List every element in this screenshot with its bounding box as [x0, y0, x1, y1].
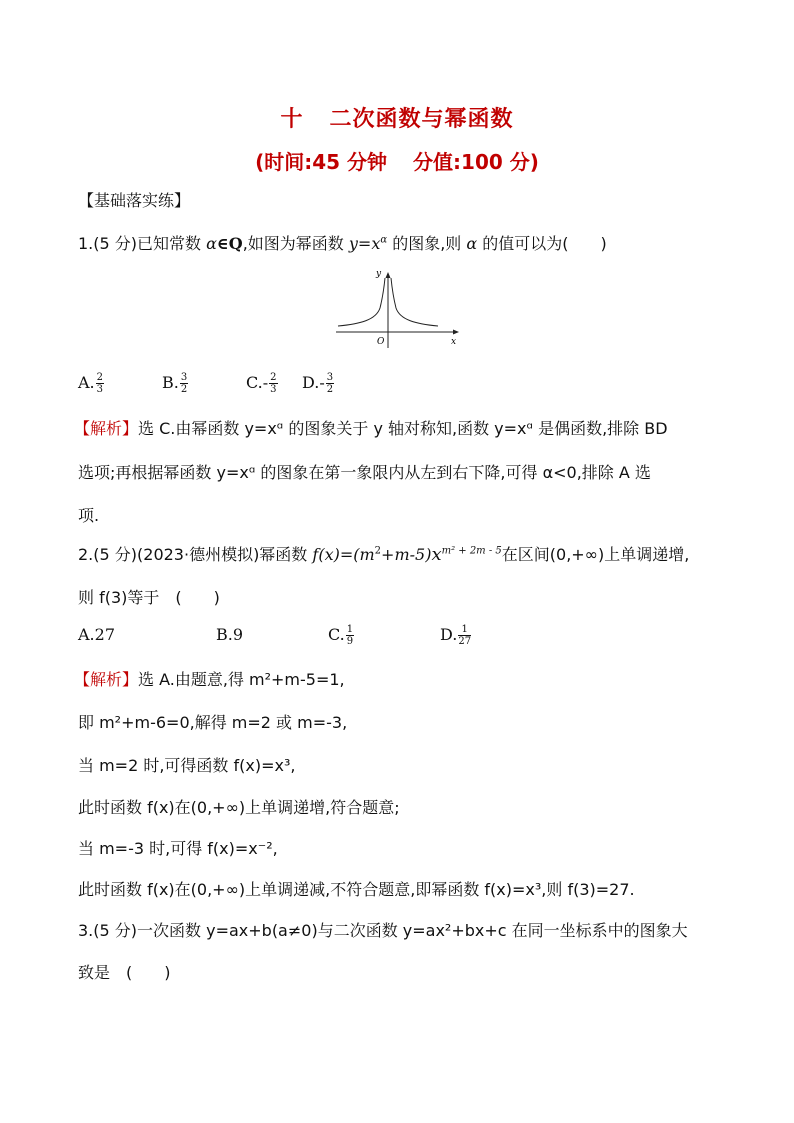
option-a[interactable]: A.27: [78, 625, 115, 644]
question-2-analysis-line-1: 【解析】选 A.由题意,得 m²+m-5=1,: [74, 670, 345, 689]
option-c[interactable]: C.- $\frac{2}{3}$: [246, 372, 277, 395]
y-axis-arrow: [386, 272, 391, 278]
question-1-analysis-line-1: 【解析】选 C.由幂函数 y=xᵅ 的图象关于 y 轴对称知,函数 y=xᵅ 是偶函数,排除 BD: [74, 419, 668, 438]
score-label: 分值:100 分): [413, 150, 539, 174]
time-label: (时间:45 分钟: [255, 150, 388, 174]
question-2-analysis-line-2: 即 m²+m-6=0,解得 m=2 或 m=-3,: [78, 713, 348, 732]
analysis-tag: 【解析】: [74, 670, 139, 689]
question-1-stem: 1.(5 分)已知常数 α∈Q,如图为幂函数 $y=x^\alpha$ 的图象,则 α 的值可以为( ): [78, 234, 607, 253]
page-subtitle: [0, 146, 794, 175]
question-1-analysis-line-3: 项.: [78, 506, 100, 525]
question-2-analysis-line-6: 此时函数 f(x)在(0,+∞)上单调递减,不符合题意,即幂函数 f(x)=x³,则 f(3)=27.: [78, 880, 635, 899]
chapter-title: 二次函数与幂函数: [329, 107, 514, 132]
question-2-analysis-line-3: 当 m=2 时,可得函数 f(x)=x³,: [78, 756, 296, 775]
question-2-stem-line-1: 2.(5 分)(2023·德州模拟)幂函数 $f(x)=(m^2+m-5)x^{m^2 + 2m - 5}$在区间(0,+∞)上单调递增,: [78, 544, 690, 565]
x-axis-arrow: [453, 330, 459, 335]
curve-left-branch: [338, 278, 385, 326]
question-3-stem-line-2: 致是 ( ): [78, 963, 171, 982]
option-b[interactable]: B. $\frac{3}{2}$: [162, 372, 188, 395]
option-a[interactable]: A. $\frac{2}{3}$: [78, 372, 104, 395]
question-2-analysis-line-5: 当 m=-3 时,可得 f(x)=x⁻²,: [78, 839, 278, 858]
option-b[interactable]: B.9: [216, 625, 244, 644]
page-title: [0, 102, 794, 133]
origin-label: O: [377, 337, 385, 347]
section-heading: 【基础落实练】: [78, 191, 191, 210]
y-axis-label: y: [376, 269, 382, 279]
analysis-tag: 【解析】: [74, 419, 139, 438]
question-2-stem-line-2: 则 f(3)等于 ( ): [78, 588, 220, 607]
option-c[interactable]: C. $\frac{1}{9}$: [328, 624, 354, 647]
option-d[interactable]: D.- $\frac{3}{2}$: [302, 372, 334, 395]
chapter-number: 十: [280, 107, 304, 132]
x-axis-label: x: [451, 337, 457, 347]
question-1-options: [78, 372, 335, 395]
question-2-options: [78, 624, 472, 647]
power-function-graph: [330, 268, 465, 350]
question-3-stem-line-1: 3.(5 分)一次函数 y=ax+b(a≠0)与二次函数 y=ax²+bx+c 在同一坐标系中的图象大: [78, 921, 688, 940]
question-2-analysis-line-4: 此时函数 f(x)在(0,+∞)上单调递增,符合题意;: [78, 798, 400, 817]
option-d[interactable]: D. $\frac{1}{27}$: [440, 624, 472, 647]
question-1-analysis-line-2: 选项;再根据幂函数 y=xᵅ 的图象在第一象限内从左到右下降,可得 α<0,排除 A 选: [78, 463, 651, 482]
curve-right-branch: [391, 278, 438, 326]
